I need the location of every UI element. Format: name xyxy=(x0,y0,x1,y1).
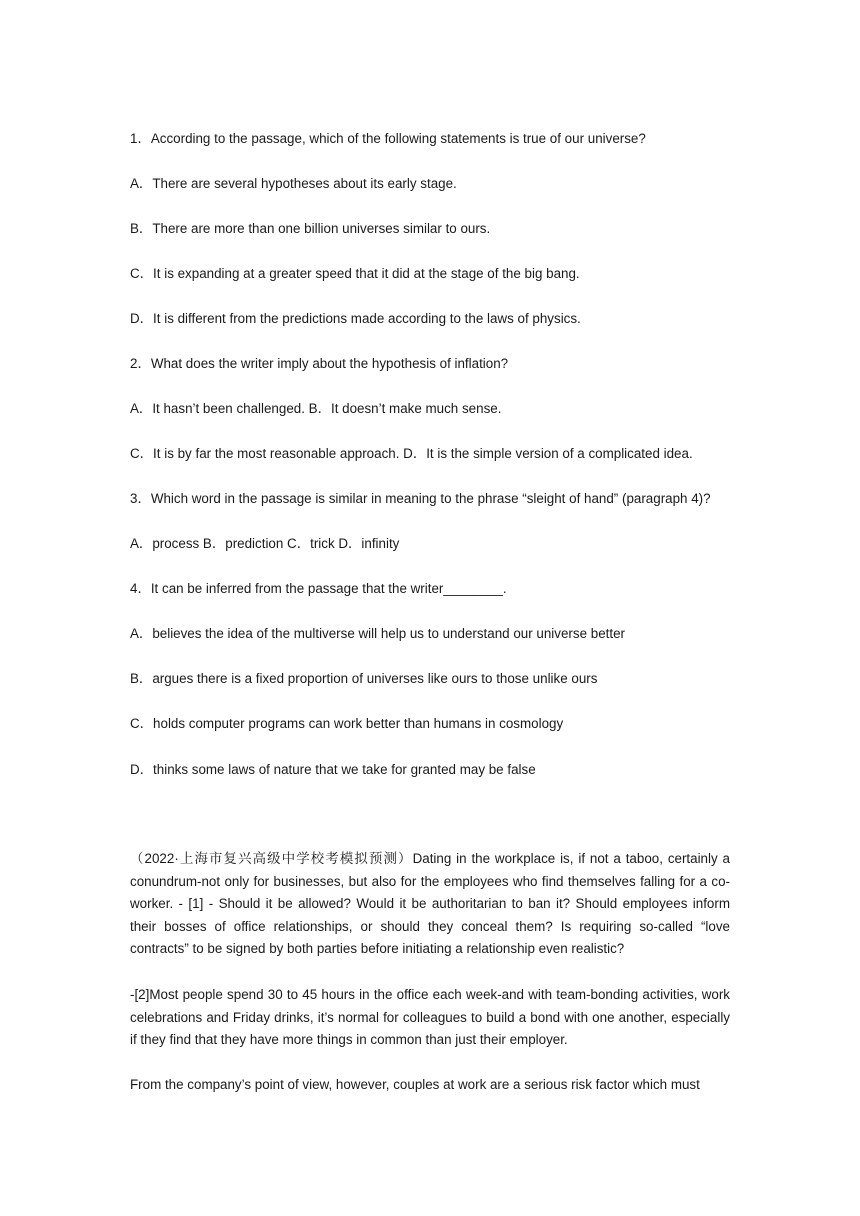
question-4-option-a: A．believes the idea of the multiverse will help us to understand our universe better xyxy=(130,626,625,641)
question-2-options-cd: C．It is by far the most reasonable approach. D．It is the simple version of a complicated idea. xyxy=(130,446,693,461)
question-3-options: A．process B．prediction C．trick D．infinity xyxy=(130,536,400,551)
question-1-option-c: C．It is expanding at a greater speed that it did at the stage of the big bang. xyxy=(130,266,580,281)
question-1-option-b: B．There are more than one billion universes similar to ours. xyxy=(130,221,491,236)
passage-paragraph-2: -[2]Most people spend 30 to 45 hours in the office each week-and with team-bonding activities, work celebrations and Friday drinks, it’s normal for colleagues to build a bond with one another, especially if they find that they have more things in common than just their employer. xyxy=(130,987,730,1047)
question-2-options-ab: A．It hasn’t been challenged. B．It doesn’t make much sense. xyxy=(130,401,502,416)
passage-paragraph-3: From the company’s point of view, however, couples at work are a serious risk factor which must xyxy=(130,1077,700,1092)
passage-paragraph-1: （2022·上海市复兴高级中学校考模拟预测）Dating in the workplace is, if not a taboo, certainly a conundrum-not only for businesses, but also for the employees who find themselves falling for a co-worker. - [1] - Should it be allowed? Would it be authoritarian to ban it? Should employees inform their bosses of office relationships, or should they conceal them? Is requiring so-called “love contracts” to be signed by both parties before initiating a relationship even realistic? xyxy=(130,851,730,956)
question-2-stem: 2．What does the writer imply about the hypothesis of inflation? xyxy=(130,356,509,371)
question-4-option-c: C．holds computer programs can work better than humans in cosmology xyxy=(130,716,564,731)
question-1-option-d: D．It is different from the predictions made according to the laws of physics. xyxy=(130,311,581,326)
question-4-option-b: B．argues there is a fixed proportion of universes like ours to those unlike ours xyxy=(130,671,598,686)
question-4-option-d: D．thinks some laws of nature that we take for granted may be false xyxy=(130,762,536,777)
question-1-stem: 1．According to the passage, which of the following statements is true of our universe? xyxy=(130,131,646,146)
question-3-stem: 3．Which word in the passage is similar in meaning to the phrase “sleight of hand” (paragraph 4)? xyxy=(130,491,711,506)
question-1-option-a: A．There are several hypotheses about its early stage. xyxy=(130,176,457,191)
question-4-stem: 4．It can be inferred from the passage that the writer________. xyxy=(130,581,507,596)
